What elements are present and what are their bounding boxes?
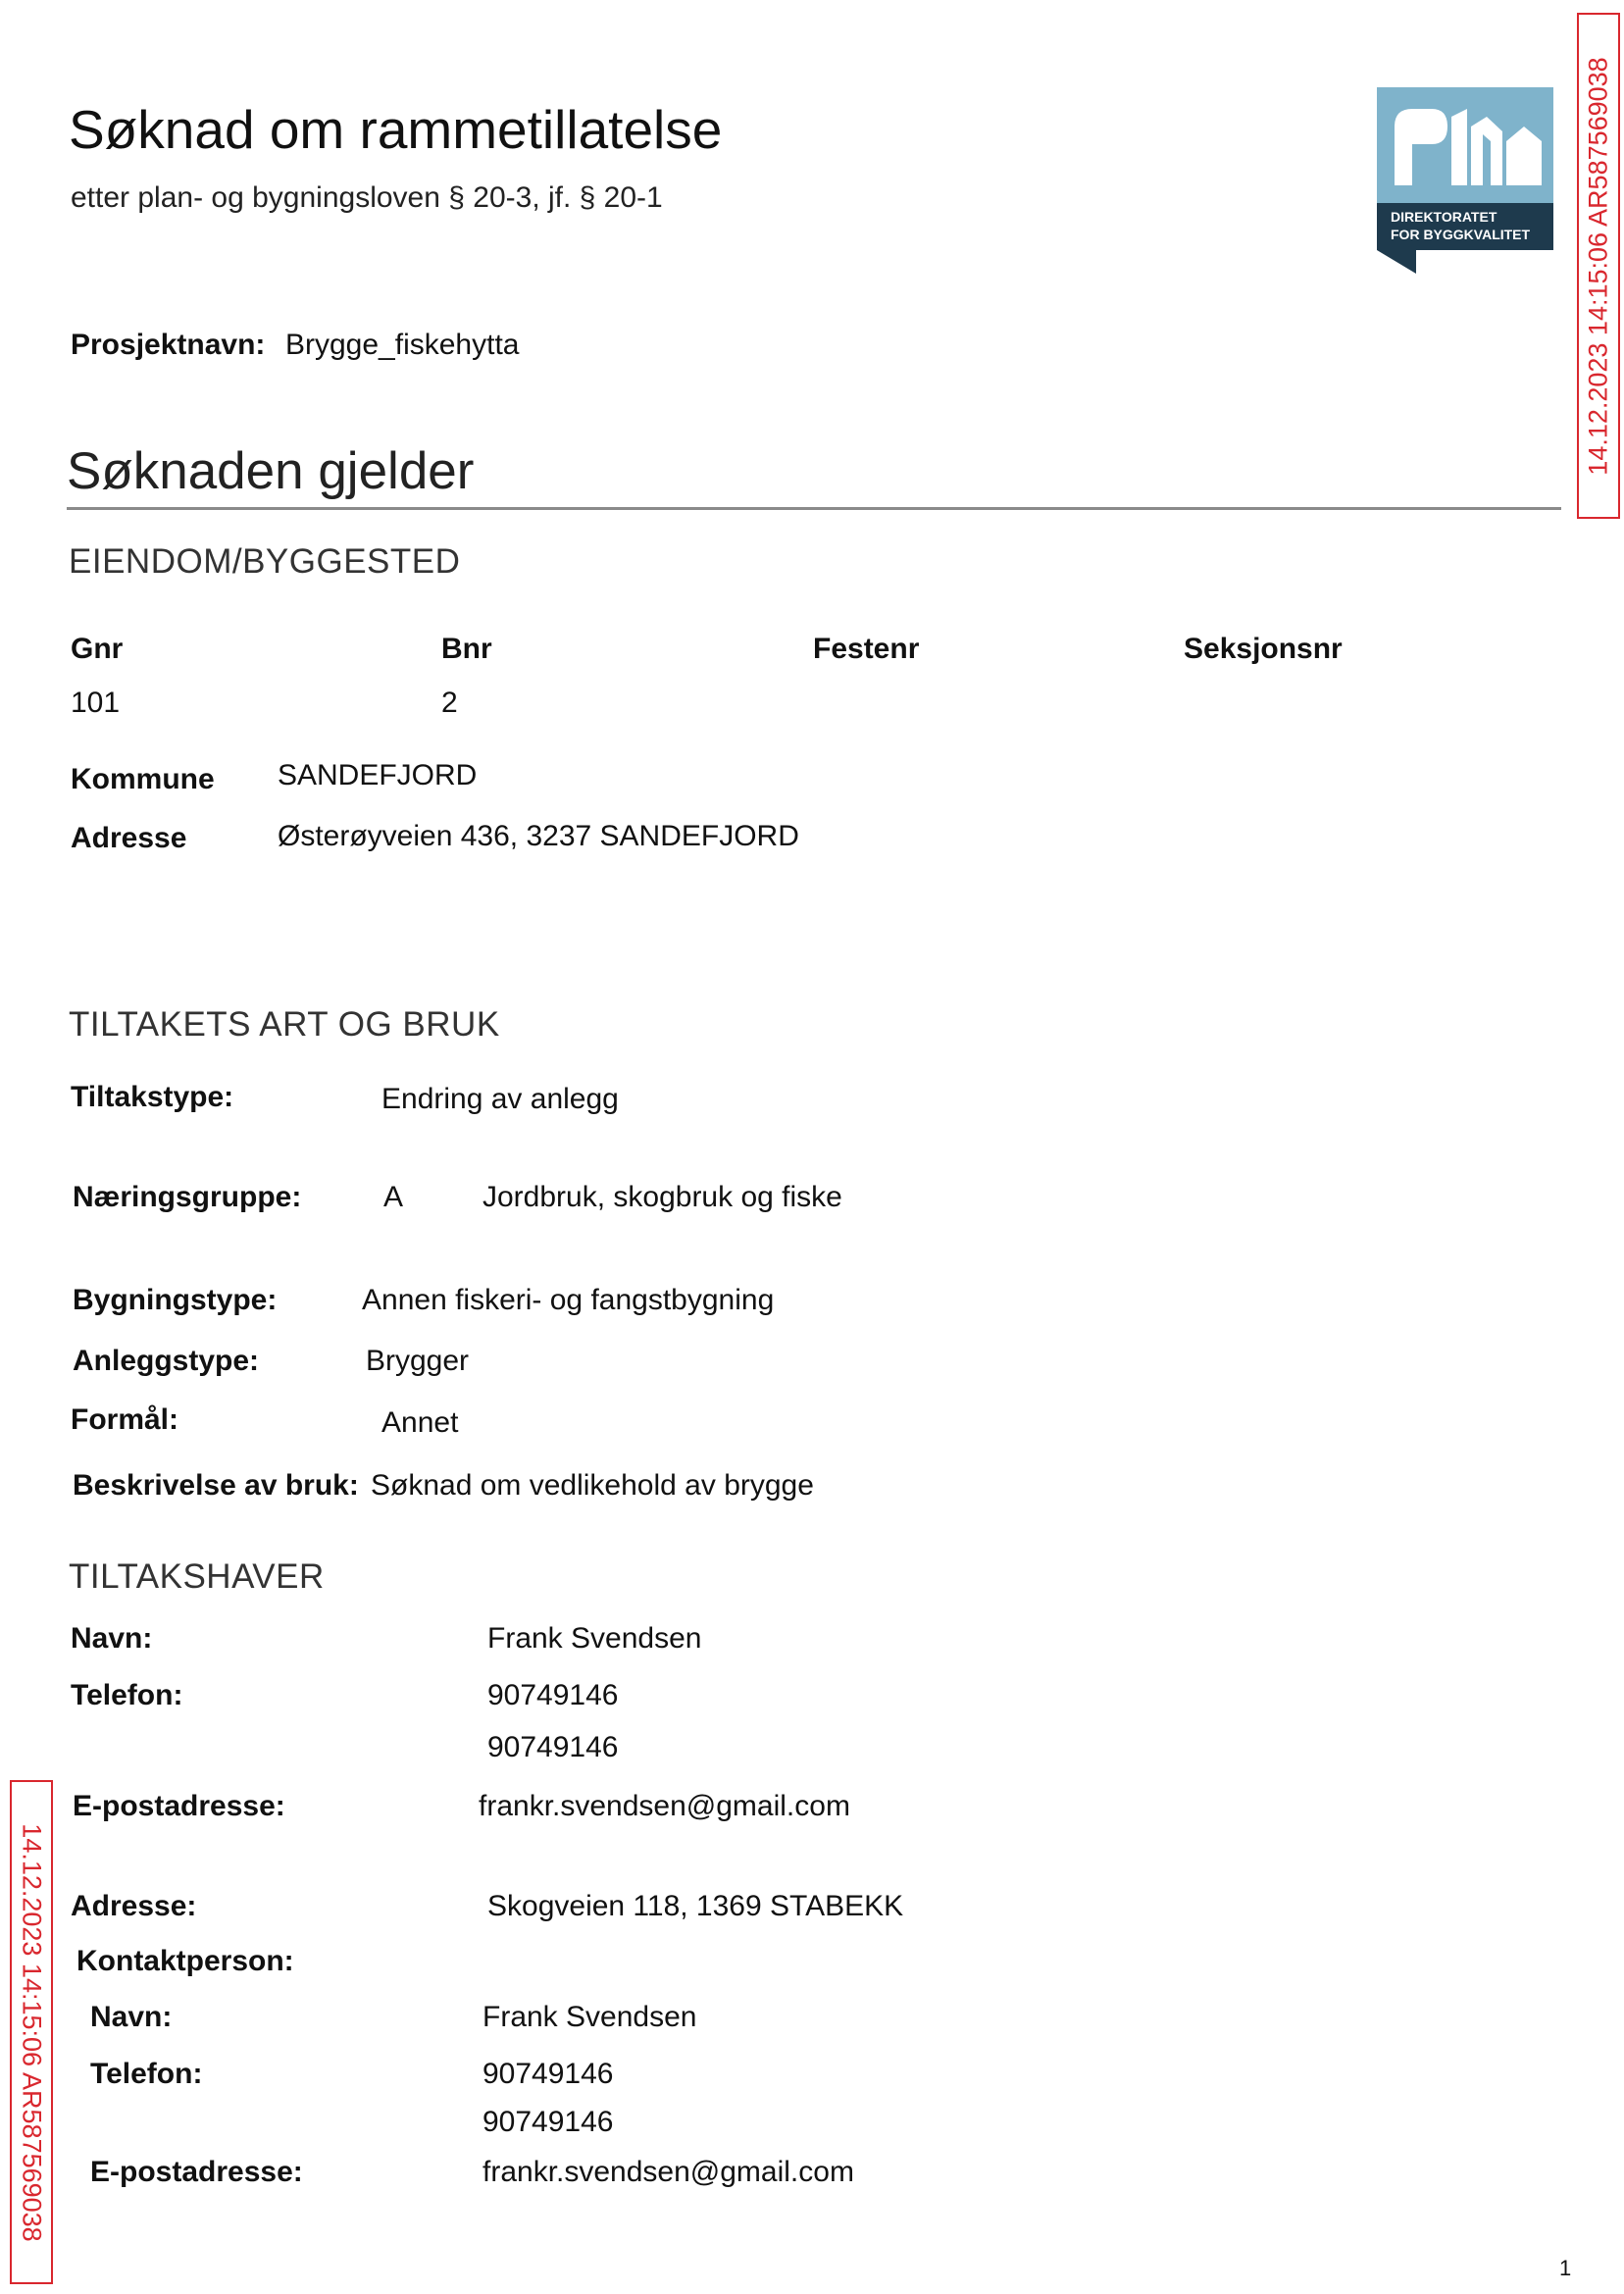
measure-heading: TILTAKETS ART OG BRUK bbox=[69, 1005, 500, 1044]
section-heading-applies: Søknaden gjelder bbox=[67, 442, 475, 500]
property-address-value: Østerøyveien 436, 3237 SANDEFJORD bbox=[278, 820, 799, 852]
applicant-phone-label: Telefon: bbox=[71, 1679, 183, 1711]
dibk-logo bbox=[1377, 87, 1553, 274]
project-name-value: Brygge_fiskehytta bbox=[285, 329, 520, 361]
contact-phone-label: Telefon: bbox=[90, 2058, 203, 2090]
naeringsgruppe-value: Jordbruk, skogbruk og fiske bbox=[482, 1181, 842, 1213]
document-title: Søknad om rammetillatelse bbox=[69, 99, 723, 160]
formal-value: Annet bbox=[381, 1406, 459, 1439]
bygningstype-label: Bygningstype: bbox=[73, 1284, 278, 1316]
contact-phone-value-2: 90749146 bbox=[482, 2106, 614, 2138]
beskrivelse-label: Beskrivelse av bruk: bbox=[73, 1469, 359, 1502]
contact-email-label: E-postadresse: bbox=[90, 2156, 303, 2188]
tiltakstype-label: Tiltakstype: bbox=[71, 1081, 234, 1113]
timestamp-stamp-bottom bbox=[10, 1780, 53, 2284]
property-address-label: Adresse bbox=[71, 822, 187, 854]
logo-text-line1: DIREKTORATET bbox=[1391, 209, 1497, 225]
naeringsgruppe-code: A bbox=[383, 1181, 404, 1213]
contact-person-label: Kontaktperson: bbox=[76, 1945, 294, 1977]
kommune-value: SANDEFJORD bbox=[278, 759, 478, 791]
applicant-email-label: E-postadresse: bbox=[73, 1790, 285, 1822]
contact-name-value: Frank Svendsen bbox=[482, 2001, 697, 2033]
property-heading: EIENDOM/BYGGESTED bbox=[69, 542, 461, 581]
timestamp-stamp-top bbox=[1577, 13, 1620, 519]
applicant-phone-value-1: 90749146 bbox=[487, 1679, 619, 1711]
bygningstype-value: Annen fiskeri- og fangstbygning bbox=[362, 1284, 775, 1316]
bnr-value: 2 bbox=[441, 687, 458, 719]
naeringsgruppe-label: Næringsgruppe: bbox=[73, 1181, 302, 1213]
dibk-logo-mark bbox=[1377, 87, 1553, 274]
anleggstype-label: Anleggstype: bbox=[73, 1345, 260, 1377]
applicant-address-value: Skogveien 118, 1369 STABEKK bbox=[487, 1890, 904, 1922]
kommune-label: Kommune bbox=[71, 763, 215, 795]
gnr-value: 101 bbox=[71, 687, 121, 719]
applicant-email-value[interactable]: frankr.svendsen@gmail.com bbox=[479, 1790, 850, 1822]
page-number: 1 bbox=[1559, 2256, 1572, 2280]
anleggstype-value: Brygger bbox=[366, 1345, 470, 1377]
applicant-phone-value-2: 90749146 bbox=[487, 1731, 619, 1763]
applicant-name-value: Frank Svendsen bbox=[487, 1622, 702, 1655]
formal-label: Formål: bbox=[71, 1403, 179, 1436]
applicant-address-label: Adresse: bbox=[71, 1890, 197, 1922]
logo-text-line2: FOR BYGGKVALITET bbox=[1391, 227, 1531, 242]
heading-divider bbox=[67, 507, 1561, 510]
project-name-label: Prosjektnavn: bbox=[71, 329, 266, 361]
column-bnr: Bnr bbox=[441, 633, 492, 665]
contact-email-value[interactable]: frankr.svendsen@gmail.com bbox=[482, 2156, 854, 2188]
applicant-heading: TILTAKSHAVER bbox=[69, 1557, 325, 1596]
timestamp-stamp-bottom-text: 14.12.2023 14:15:06 AR587569038 bbox=[17, 1822, 47, 2242]
applicant-name-label: Navn: bbox=[71, 1622, 153, 1655]
tiltakstype-value: Endring av anlegg bbox=[381, 1083, 619, 1115]
column-seksjonsnr: Seksjonsnr bbox=[1184, 633, 1343, 665]
column-festenr: Festenr bbox=[813, 633, 920, 665]
document-subtitle: etter plan- og bygningsloven § 20-3, jf. § 20-1 bbox=[71, 181, 663, 214]
timestamp-stamp-top-text: 14.12.2023 14:15:06 AR587569038 bbox=[1583, 56, 1613, 476]
contact-name-label: Navn: bbox=[90, 2001, 173, 2033]
column-gnr: Gnr bbox=[71, 633, 124, 665]
beskrivelse-value: Søknad om vedlikehold av brygge bbox=[371, 1469, 814, 1502]
contact-phone-value-1: 90749146 bbox=[482, 2058, 614, 2090]
